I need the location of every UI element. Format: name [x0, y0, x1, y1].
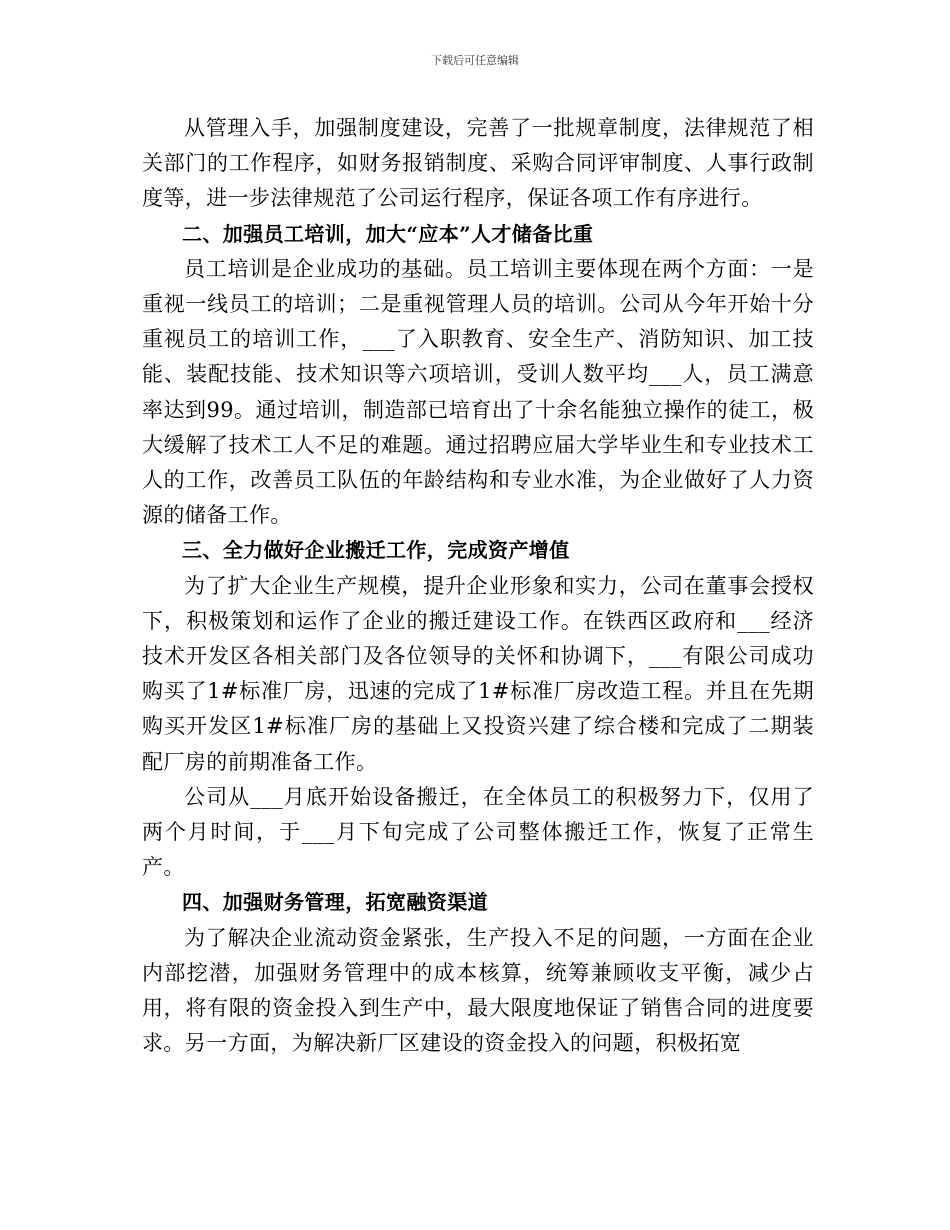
paragraph-management-system: 从管理入手，加强制度建设，完善了一批规章制度，法律规范了相关部门的工作程序，如财务报销制度、采购合同评审制度、人事行政制度等，进一步法律规范了公司运行程序，保证各项工作有序进行。: [142, 116, 814, 211]
section-heading-relocation: 三、全力做好企业搬迁工作，完成资产增值: [182, 538, 570, 563]
section-heading-finance: 四、加强财务管理，拓宽融资渠道: [182, 890, 488, 915]
paragraph-relocation-schedule: 公司从___月底开始设备搬迁，在全体员工的积极努力下，仅用了两个月时间，于___月下旬完成了公司整体搬迁工作，恢复了正常生产。: [142, 784, 814, 880]
paragraph-relocation-construction: 为了扩大企业生产规模，提升企业形象和实力，公司在董事会授权下，积极策划和运作了企业的搬迁建设工作。在铁西区政府和___经济技术开发区各相关部门及各位领导的关怀和协调下，___有限公司成功购买了1#标准厂房，迅速的完成了1#标准厂房改造工程。并且在先期购买开发区1#标准厂房的基础上又投资兴建了综合楼和完成了二期装配厂房的前期准备工作。: [142, 573, 814, 774]
paragraph-finance: 为了解决企业流动资金紧张，生产投入不足的问题，一方面在企业内部挖潜，加强财务管理中的成本核算，统筹兼顾收支平衡，减少占用，将有限的资金投入到生产中，最大限度地保证了销售合同的进度要求。另一方面，为解决新厂区建设的资金投入的问题，积极拓宽: [142, 925, 814, 1056]
paragraph-staff-training: 员工培训是企业成功的基础。员工培训主要体现在两个方面：一是重视一线员工的培训；二是重视管理人员的培训。公司从今年开始十分重视员工的培训工作，___了入职教育、安全生产、消防知识、加工技能、装配技能、技术知识等六项培训，受训人数平均___人，员工满意率达到99。通过培训，制造部已培育出了十余名能独立操作的徒工，极大缓解了技术工人不足的难题。通过招聘应届大学毕业生和专业技术工人的工作，改善员工队伍的年龄结构和专业水准，为企业做好了人力资源的储备工作。: [142, 256, 814, 528]
page-header: 下载后可任意编辑: [431, 54, 519, 67]
section-heading-staff-training: 二、加强员工培训，加大“应本”人才储备比重: [182, 221, 594, 246]
document-body: [142, 111, 814, 1061]
